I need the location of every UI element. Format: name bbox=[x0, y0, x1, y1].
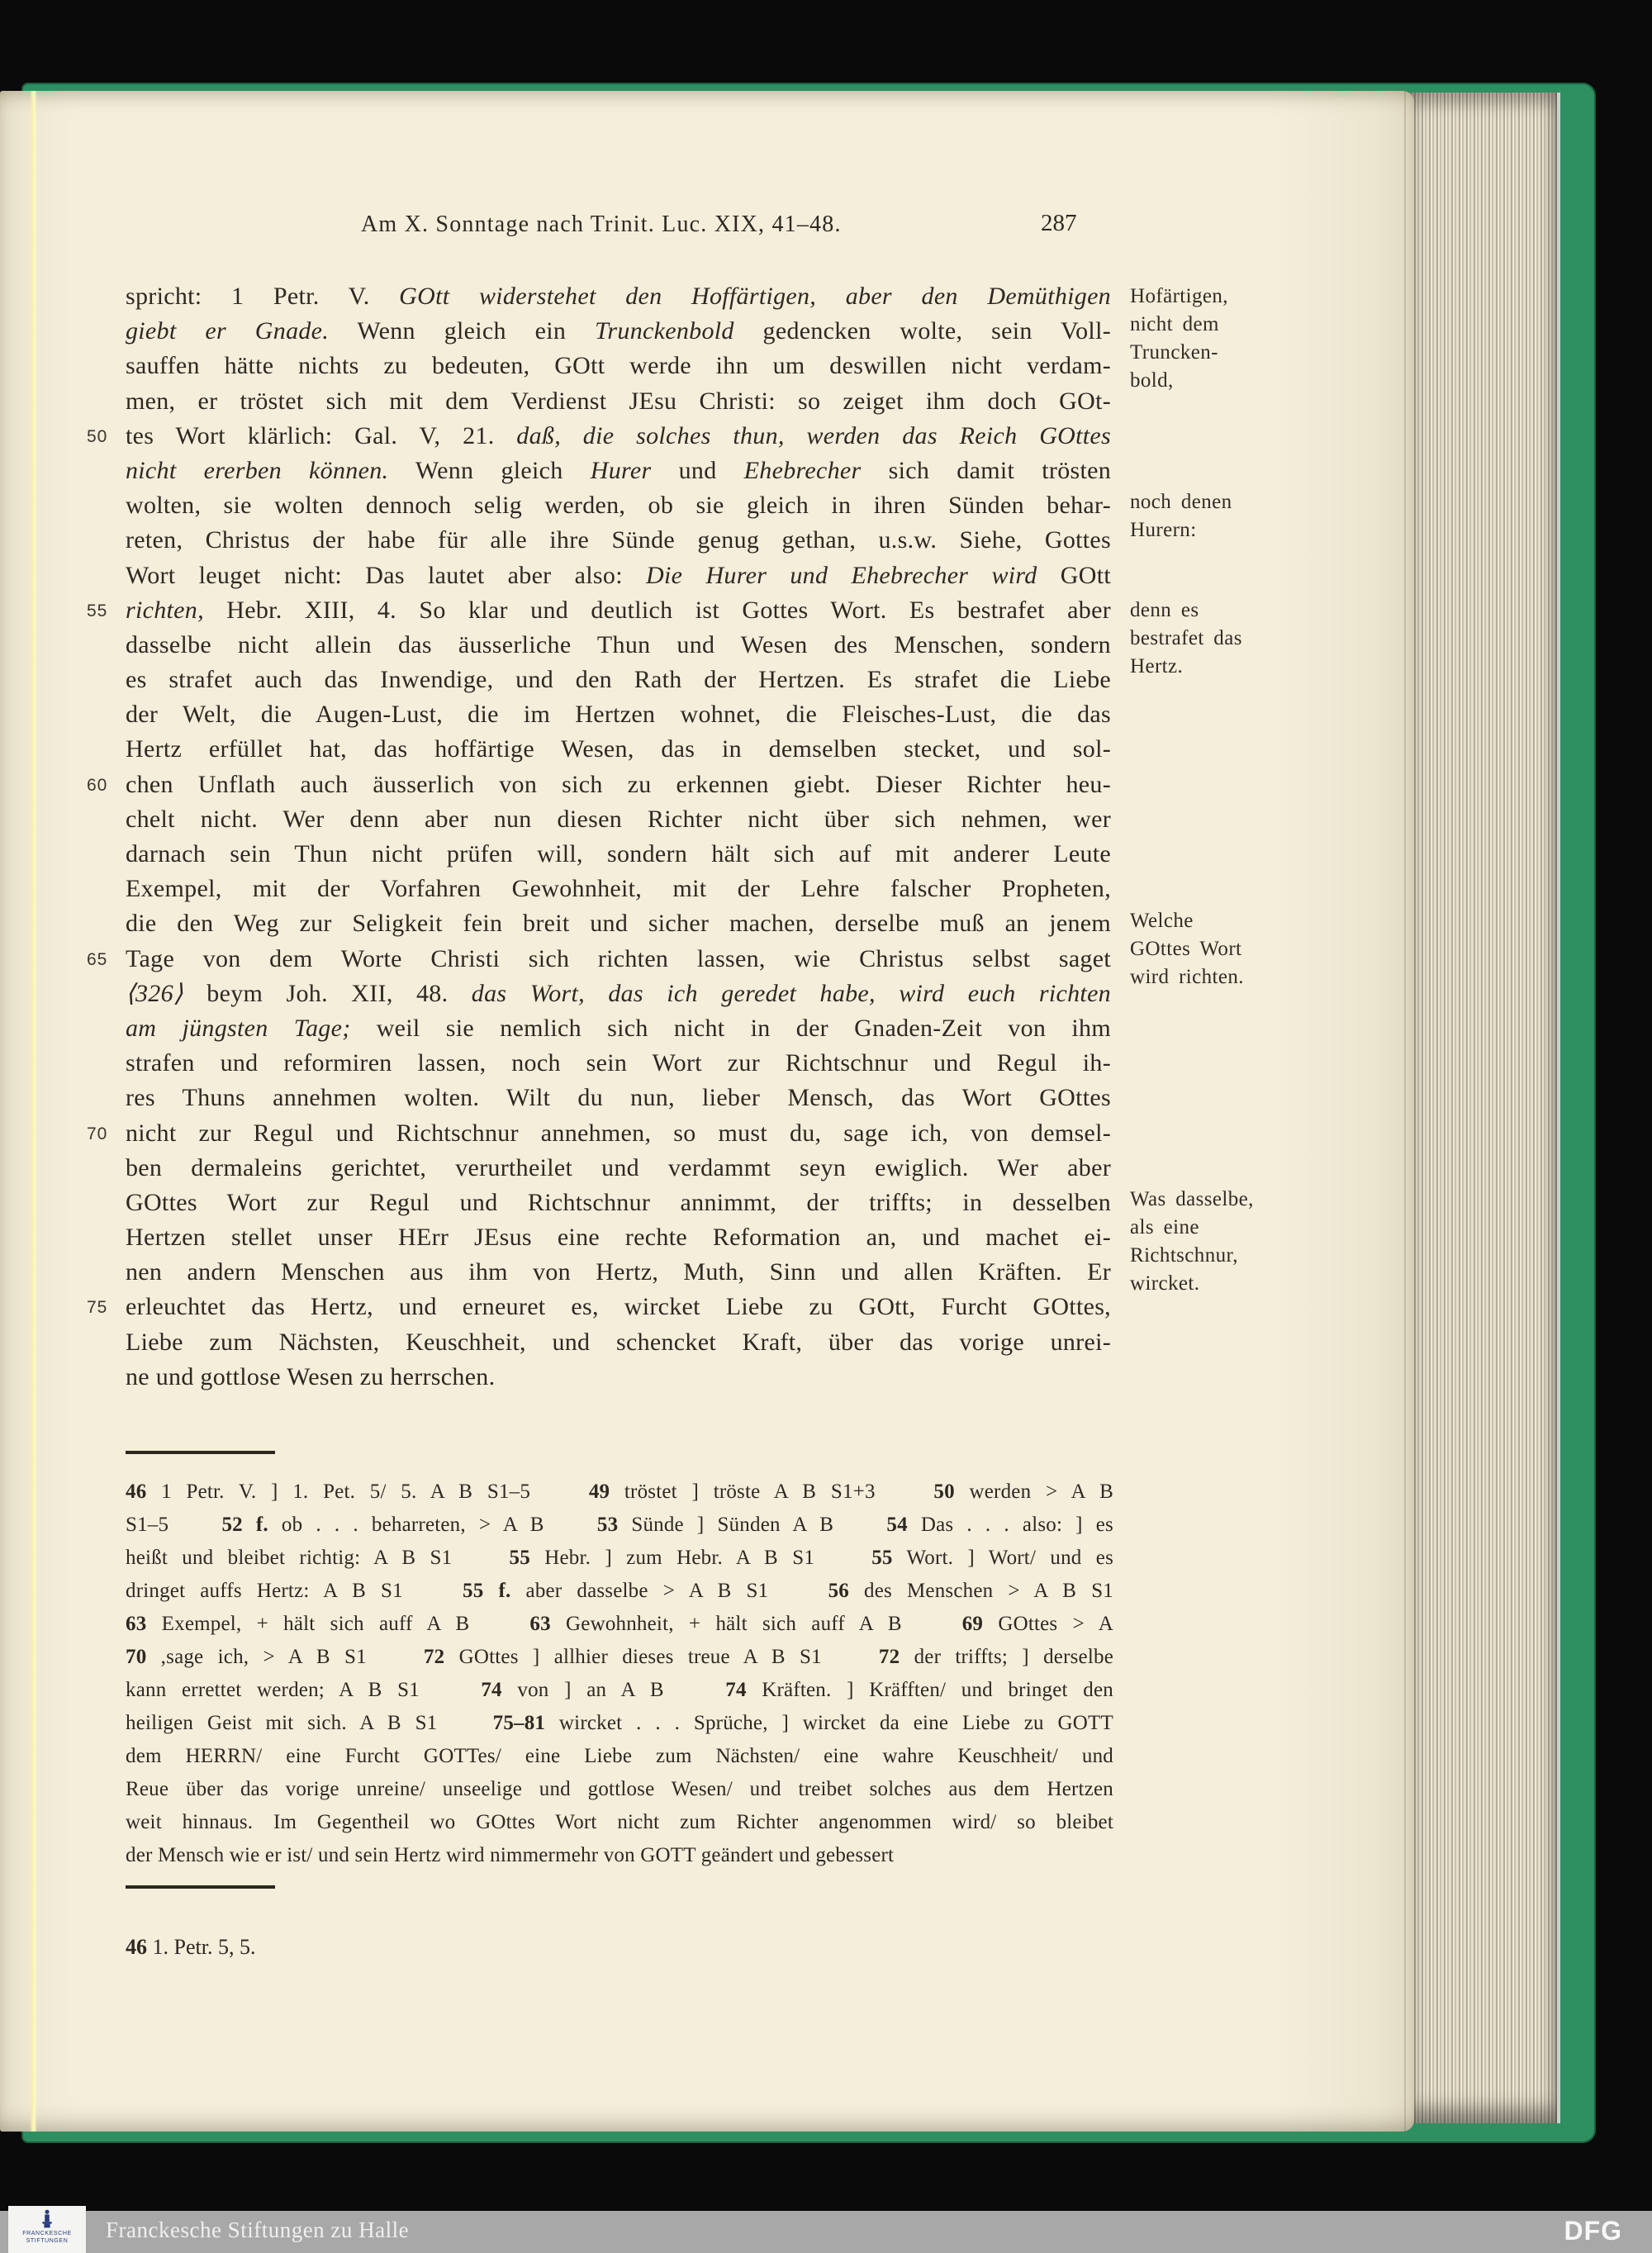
text-line: chelt nicht. Wer denn aber nun diesen Richter nicht über sich nehmen, wer bbox=[126, 805, 1111, 833]
text-line: nen andern Menschen aus ihm von Hertz, Muth, Sinn und allen Kräften. Er bbox=[126, 1258, 1111, 1286]
apparatus-line: der Mensch wie er ist/ und sein Hertz wird nimmermehr von GOTT geändert und gebessert bbox=[126, 1844, 895, 1866]
text-line: 55 richten, Hebr. XIII, 4. So klar und deutlich ist Gottes Wort. Es bestrafet aber bbox=[126, 593, 1111, 628]
gutter-highlight bbox=[30, 91, 37, 2132]
text-line: reten, Christus der habe für alle ihre Sünde genug gethan, u.s.w. Siehe, Gottes bbox=[126, 526, 1111, 554]
franckesche-stiftungen-logo bbox=[8, 2206, 86, 2253]
apparatus-line: 70 ,sage ich, > A B S1 72 GOttes ] allhier dieses treue A B S1 72 der triffts; ] derselbe bbox=[126, 1646, 1113, 1668]
text-line: nicht ererben können. Wenn gleich Hurer und Ehebrecher sich damit trösten bbox=[126, 456, 1112, 484]
text-line: spricht: 1 Petr. V. GOtt widerstehet den Hoffärtigen, aber den Demüthigen bbox=[126, 283, 1111, 310]
text-line: giebt er Gnade. Wenn gleich ein Trunckenbold gedencken wolte, sein Voll- bbox=[126, 317, 1111, 345]
apparatus-line: Reue über das vorige unreine/ unseelige und gottlose Wesen/ und treibet solches aus dem Hertzen bbox=[126, 1778, 1113, 1800]
text-line: ben dermaleins gerichtet, verurtheilet und verdammt seyn ewiglich. Wer aber bbox=[126, 1153, 1111, 1181]
footnote: 46 1. Petr. 5, 5. bbox=[126, 1935, 256, 1959]
apparatus-line: dem HERRN/ eine Furcht GOTTes/ eine Liebe zum Nächsten/ eine wahre Keuschheit/ und bbox=[126, 1745, 1113, 1767]
apparatus-line: heiligen Geist mit sich. A B S1 75–81 wircket . . . Sprüche, ] wircket da eine Liebe zu GOTT bbox=[126, 1712, 1113, 1734]
text-line: strafen und reformiren lassen, noch sein Wort zur Richtschnur und Regul ih- bbox=[126, 1049, 1111, 1077]
text-line: Hertz erfüllet hat, das hoffärtige Wesen, das in demselben stecket, und sol- bbox=[126, 735, 1111, 763]
critical-apparatus bbox=[126, 1476, 1113, 1872]
line-number: 75 bbox=[87, 1298, 108, 1318]
line-number: 60 bbox=[87, 775, 108, 795]
line-number: 55 bbox=[87, 601, 108, 620]
text-line: dasselbe nicht allein das äusserliche Thun und Wesen des Menschen, sondern bbox=[126, 630, 1111, 658]
text-line: Hertzen stellet unser HErr JEsus eine rechte Reformation an, und machet ei- bbox=[126, 1224, 1111, 1252]
text-line: Wort leuget nicht: Das lautet aber also: Die Hurer und Ehebrecher wird GOtt bbox=[126, 561, 1111, 589]
page-title: Am X. Sonntage nach Trinit. Luc. XIX, 41–48. bbox=[361, 212, 842, 237]
margin-note: noch denen Hurern: bbox=[1130, 491, 1232, 541]
apparatus-line: 46 1 Petr. V. ] 1. Pet. 5/ 5. A B S1–5 49 tröstet ] tröste A B S1+3 50 werden > A B bbox=[126, 1481, 1113, 1503]
text-line: sauffen hätte nichts zu bedeuten, GOtt werde ihn um deswillen nicht verdam- bbox=[126, 352, 1111, 380]
text-line: res Thuns annehmen wolten. Wilt du nun, lieber Mensch, das Wort GOttes bbox=[126, 1084, 1111, 1112]
text-line: Liebe zum Nächsten, Keuschheit, und schencket Kraft, über das vorige unrei- bbox=[126, 1328, 1111, 1356]
apparatus-line: dringet auffs Hertz: A B S1 55 f. aber dasselbe > A B S1 56 des Menschen > A B S1 bbox=[126, 1580, 1114, 1602]
text-line: Exempel, mit der Vorfahren Gewohnheit, mit der Lehre falscher Propheten, bbox=[126, 875, 1111, 903]
text-line: darnach sein Thun nicht prüfen will, sondern hält sich auf mit anderer Leute bbox=[126, 840, 1111, 867]
logo-caption-line1: FRANCKESCHE bbox=[22, 2231, 72, 2236]
text-line: 65 Tage von dem Worte Christi sich richten lassen, wie Christus selbst saget bbox=[126, 942, 1111, 977]
page-number: 287 bbox=[1041, 210, 1077, 236]
margin-note: Hofärtigen, nicht dem Truncken- bold, bbox=[1130, 285, 1228, 392]
apparatus-line: S1–5 52 f. ob . . . beharreten, > A B 53 Sünde ] Sünden A B 54 Das . . . also: ] es bbox=[126, 1514, 1113, 1536]
dfg-logo: DFG bbox=[1564, 2216, 1622, 2246]
text-line: 60 chen Unflath auch äusserlich von sich zu erkennen giebt. Dieser Richter heu- bbox=[126, 768, 1111, 802]
page-stack-fore-edge bbox=[1408, 93, 1560, 2123]
logo-caption-line2: STIFTUNGEN bbox=[26, 2238, 69, 2244]
text-line: men, er tröstet sich mit dem Verdienst JEsu Christi: so zeiget ihm doch GOt- bbox=[126, 387, 1111, 415]
institution-name: Franckesche Stiftungen zu Halle bbox=[106, 2217, 410, 2242]
margin-note: denn es bestrafet das Hertz. bbox=[1130, 599, 1242, 677]
text-line: ne und gottlose Wesen zu herrschen. bbox=[126, 1362, 496, 1390]
apparatus-divider-rule bbox=[126, 1451, 275, 1454]
book-page bbox=[0, 91, 1414, 2132]
apparatus-line: kann errettet werden; A B S1 74 von ] an A B 74 Kräften. ] Kräfften/ und bringet den bbox=[126, 1679, 1114, 1701]
text-line: 50 tes Wort klärlich: Gal. V, 21. daß, die solches thun, werden das Reich GOttes bbox=[126, 419, 1111, 454]
statue-icon bbox=[40, 2208, 54, 2230]
text-line: wolten, sie wolten dennoch selig werden, ob sie gleich in ihren Sünden behar- bbox=[126, 492, 1111, 520]
apparatus-line: heißt und bleibet richtig: A B S1 55 Hebr. ] zum Hebr. A B S1 55 Wort. ] Wort/ und es bbox=[126, 1547, 1114, 1569]
apparatus-line: weit hinnaus. Im Gegentheil wo GOttes Wort nicht zum Richter angenommen wird/ so bleibet bbox=[126, 1811, 1113, 1833]
digitization-footer-bar bbox=[0, 2211, 1652, 2253]
text-line: es strafet auch das Inwendige, und den Rath der Hertzen. Es strafet die Liebe bbox=[126, 666, 1111, 694]
text-line: am jüngsten Tage; weil sie nemlich sich nicht in der Gnaden-Zeit von ihm bbox=[126, 1014, 1111, 1042]
text-line: ⟨326⟩ beym Joh. XII, 48. das Wort, das ich geredet habe, wird euch richten bbox=[126, 979, 1111, 1007]
apparatus-line: 63 Exempel, + hält sich auff A B 63 Gewohnheit, + hält sich auff A B 69 GOttes > A bbox=[126, 1613, 1114, 1635]
body-text bbox=[87, 279, 1112, 1395]
text-line: der Welt, die Augen-Lust, die im Hertzen wohnet, die Fleisches-Lust, die das bbox=[126, 701, 1111, 729]
line-number: 50 bbox=[87, 426, 108, 446]
text-line: GOttes Wort zur Regul und Richtschnur annimmt, der triffts; in desselben bbox=[126, 1188, 1111, 1216]
text-line: 75 erleuchtet das Hertz, und erneuret es, wircket Liebe zu GOtt, Furcht GOttes, bbox=[126, 1290, 1111, 1324]
text-line: 70 nicht zur Regul und Richtschnur annehmen, so must du, sage ich, von demsel- bbox=[126, 1116, 1111, 1151]
margin-note: Was dasselbe, als eine Richtschnur, wircket. bbox=[1130, 1188, 1254, 1295]
footnote-divider-rule bbox=[126, 1885, 275, 1889]
line-number: 65 bbox=[87, 949, 108, 969]
line-number: 70 bbox=[87, 1124, 108, 1143]
margin-note: Welche GOttes Wort wird richten. bbox=[1130, 910, 1244, 988]
text-line: die den Weg zur Seligkeit fein breit und sicher machen, derselbe muß an jenem bbox=[126, 910, 1111, 938]
